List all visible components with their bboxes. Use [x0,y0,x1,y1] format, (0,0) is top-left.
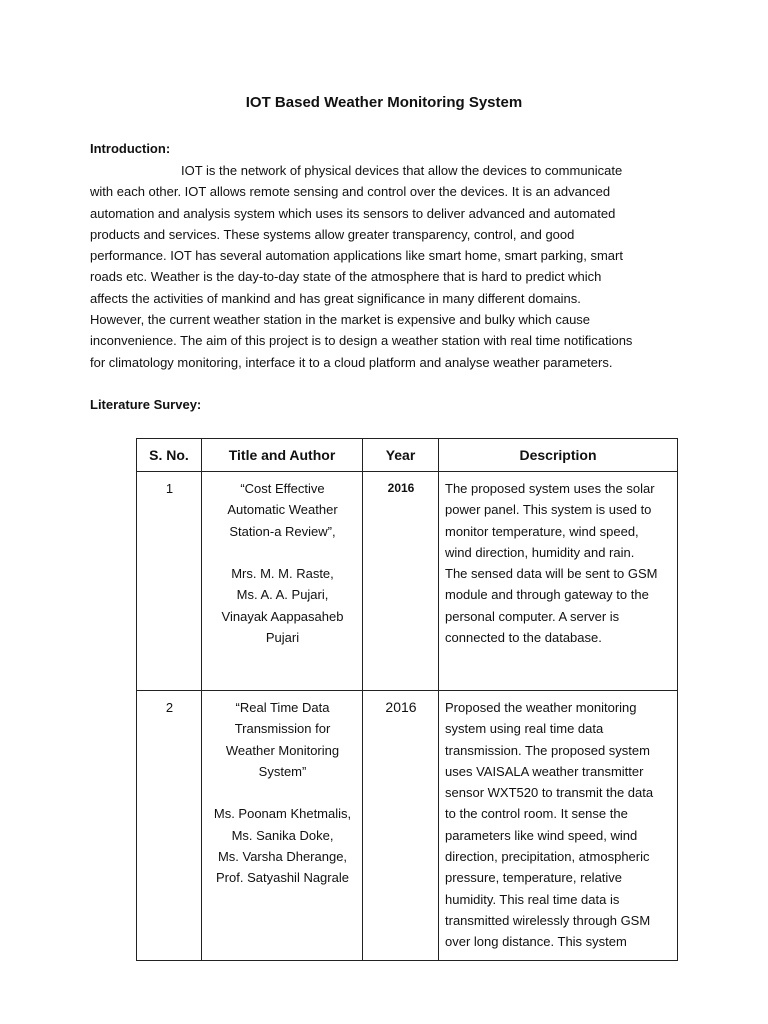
description-line: sensor WXT520 to transmit the data [445,785,654,801]
paragraph-line: inconvenience. The aim of this project is to design a weather station with real time notifications [90,333,633,349]
paragraph-line: IOT is the network of physical devices that allow the devices to communicate [181,163,623,178]
introduction-heading: Introduction: [90,141,171,156]
paper-title-line: “Real Time Data [235,700,330,715]
author-line: Ms. Sanika Doke, [231,827,334,843]
paragraph-line: products and services. These systems allow greater transparency, control, and good [90,226,575,242]
paragraph-line: for climatology monitoring, interface it to a cloud platform and analyse weather parameters. [90,354,613,370]
description-line: parameters like wind speed, wind [445,827,638,843]
description-line: Proposed the weather monitoring [445,700,637,715]
table-header-row [137,439,678,472]
paper-title-line: Transmission for [234,721,331,737]
description-line: power panel. This system is used to [445,502,652,518]
paper-title-line: System” [258,763,307,779]
description-line: The sensed data will be sent to GSM [445,566,658,582]
paragraph-line: with each other. IOT allows remote sensing and control over the devices. It is an advanced [90,184,611,200]
description-line: over long distance. This system [445,934,627,950]
document-title: IOT Based Weather Monitoring System [245,94,523,111]
description-line: transmitted wirelessly through GSM [445,912,651,928]
author-line: Ms. A. A. Pujari, [236,587,329,603]
paragraph-line: However, the current weather station in the market is expensive and bulky which cause [90,312,591,328]
author-line: Ms. Varsha Dherange, [217,849,348,865]
author-line: Vinayak Aappasaheb [221,608,344,624]
description-line: pressure, temperature, relative [445,870,623,886]
column-header-year: Year [363,439,439,472]
paper-title-line: Station-a Review”, [229,523,336,539]
description-line: transmission. The proposed system [445,742,650,758]
column-header-sno: S. No. [137,439,202,472]
row-title-author [202,691,363,961]
paper-title-line: “Cost Effective [240,481,325,496]
author-line: Mrs. M. M. Raste, [231,566,334,582]
column-header-title-author: Title and Author [202,439,363,472]
description-line: system using real time data [445,721,604,737]
description-line: wind direction, humidity and rain. [445,544,635,560]
row-title-author [202,472,363,691]
description-line: humidity. This real time data is [445,891,620,907]
paragraph-line: affects the activities of mankind and has great significance in many different domains. [90,290,581,306]
author-line: Prof. Satyashil Nagrale [216,870,349,886]
spacer [208,542,357,563]
description-line: The proposed system uses the solar [445,481,655,496]
table-row [137,472,678,691]
description-line: module and through gateway to the [445,587,649,603]
literature-survey-heading: Literature Survey: [90,397,202,412]
spacer [208,782,357,803]
table-row [137,691,678,961]
paper-title-line: Automatic Weather [227,502,338,518]
description-line: direction, precipitation, atmospheric [445,849,650,865]
row-description [439,691,678,961]
introduction-paragraph [90,160,690,373]
description-line: connected to the database. [445,630,602,646]
author-line: Ms. Poonam Khetmalis, [213,806,352,822]
row-year: 2016 [363,472,439,691]
literature-survey-table [136,438,678,961]
paragraph-line: automation and analysis system which uses its sensors to deliver advanced and automated [90,205,616,221]
description-line: monitor temperature, wind speed, [445,523,639,539]
column-header-description: Description [439,439,678,472]
row-sno: 2 [137,691,202,961]
description-line: personal computer. A server is [445,608,620,624]
paper-title-line: Weather Monitoring [225,742,340,758]
paragraph-line: roads etc. Weather is the day-to-day state of the atmosphere that is hard to predict which [90,269,602,285]
description-line: uses VAISALA weather transmitter [445,763,644,779]
author-line: Pujari [265,630,300,646]
row-description [439,472,678,691]
paragraph-line: performance. IOT has several automation applications like smart home, smart parking, smart [90,248,623,264]
row-sno: 1 [137,472,202,691]
row-year: 2016 [363,691,439,961]
description-line: to the control room. It sense the [445,806,628,822]
